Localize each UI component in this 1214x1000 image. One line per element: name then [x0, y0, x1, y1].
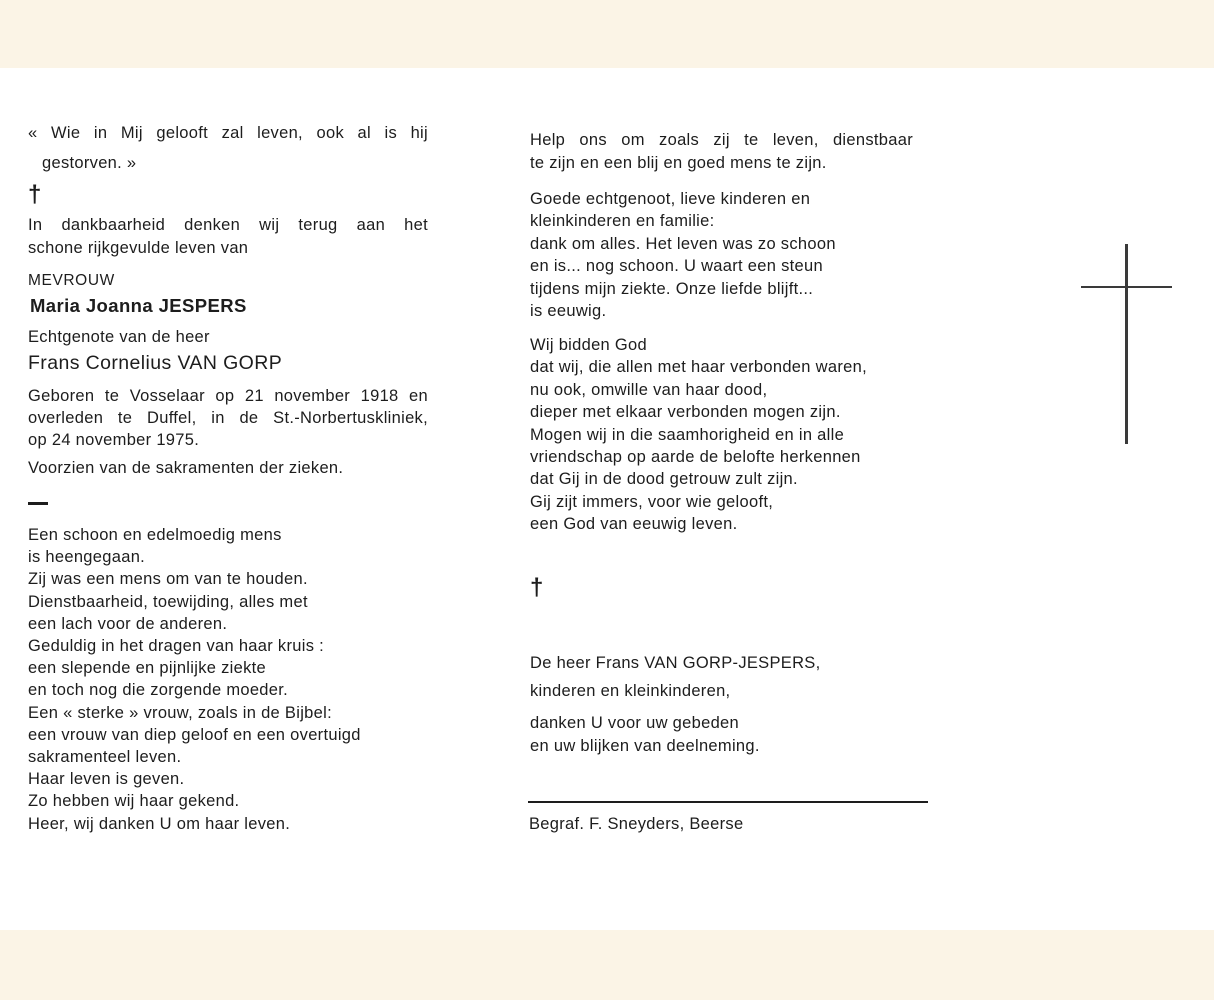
- help-line-1: Help ons om zoals zij te leven, dienstbaar: [530, 131, 913, 149]
- sacraments: Voorzien van de sakramenten der zieken.: [28, 459, 344, 477]
- poem-line: Dienstbaarheid, toewijding, alles met: [28, 592, 308, 611]
- poem-line: Zij was een mens om van te houden.: [28, 570, 308, 589]
- poem-line: is heengegaan.: [28, 548, 146, 567]
- prayer-line: Mogen wij in die saamhorigheid en in alle: [530, 425, 845, 444]
- farewell-line: en is... nog schoon. U waart een steun: [530, 257, 823, 276]
- thanks-line-2: en uw blijken van deelneming.: [530, 737, 760, 755]
- poem-line: Haar leven is geven.: [28, 770, 185, 789]
- intro-line-2: schone rijkgevulde leven van: [28, 239, 249, 257]
- birth-line-1: Geboren te Vosselaar op 21 november 1918 en: [28, 387, 428, 405]
- poem-line: en toch nog die zorgende moeder.: [28, 681, 289, 700]
- help-line-2: te zijn en een blij en goed mens te zijn.: [530, 154, 827, 172]
- prayer-line: Gij zijt immers, voor wie gelooft,: [530, 492, 774, 511]
- farewell-line: Goede echtgenoot, lieve kinderen en: [530, 190, 811, 208]
- birth-line-2: overleden te Duffel, in de St.-Norbertuskliniek,: [28, 409, 428, 427]
- intro-line-1: In dankbaarheid denken wij terug aan het: [28, 216, 428, 234]
- farewell-line: dank om alles. Het leven was zo schoon: [530, 234, 836, 253]
- poem-line: sakramenteel leven.: [28, 748, 182, 767]
- birth-line-3: op 24 november 1975.: [28, 431, 200, 449]
- poem-line: Een schoon en edelmoedig mens: [28, 526, 282, 544]
- large-cross-vertical: [1125, 244, 1128, 444]
- farewell-paragraph: [530, 188, 836, 322]
- prayer-paragraph: [530, 334, 867, 536]
- prayer-line: een God van eeuwig leven.: [530, 515, 738, 534]
- spouse-label: Echtgenote van de heer: [28, 328, 210, 346]
- poem: [28, 524, 361, 835]
- title-mevrouw: MEVROUW: [28, 272, 115, 289]
- farewell-line: is eeuwig.: [530, 302, 607, 321]
- deceased-name: Maria Joanna JESPERS: [30, 295, 247, 316]
- prayer-line: dat Gij in de dood getrouw zult zijn.: [530, 470, 798, 489]
- spouse-name: Frans Cornelius VAN GORP: [28, 352, 283, 374]
- cross-icon: †: [530, 574, 544, 601]
- prayer-line: vriendschap op aarde de belofte herkennen: [530, 448, 861, 467]
- printer-credit: Begraf. F. Sneyders, Beerse: [529, 815, 744, 833]
- farewell-line: kleinkinderen en familie:: [530, 212, 715, 231]
- prayer-line: Wij bidden God: [530, 336, 648, 354]
- prayer-line: dat wij, die allen met haar verbonden waren,: [530, 358, 867, 377]
- prayer-line: dieper met elkaar verbonden mogen zijn.: [530, 403, 841, 422]
- large-cross-horizontal: [1081, 286, 1172, 288]
- thanks-line-1: danken U voor uw gebeden: [530, 714, 740, 732]
- poem-line: een vrouw van diep geloof en een overtuigd: [28, 725, 361, 744]
- prayer-line: nu ook, omwille van haar dood,: [530, 380, 768, 399]
- family-line-2: kinderen en kleinkinderen,: [530, 682, 731, 700]
- poem-line: een lach voor de anderen.: [28, 614, 228, 633]
- poem-line: Heer, wij danken U om haar leven.: [28, 814, 291, 833]
- poem-line: Zo hebben wij haar gekend.: [28, 792, 240, 811]
- cross-icon: †: [28, 181, 42, 208]
- poem-line: Geduldig in het dragen van haar kruis :: [28, 637, 325, 656]
- printer-divider: [528, 801, 928, 803]
- quote-line-2: gestorven. »: [42, 154, 137, 172]
- memorial-card: [0, 68, 1214, 930]
- farewell-line: tijdens mijn ziekte. Onze liefde blijft...: [530, 279, 814, 298]
- family-line-1: De heer Frans VAN GORP-JESPERS,: [530, 654, 821, 672]
- separator-dash: [28, 502, 48, 505]
- quote-line-1: « Wie in Mij gelooft zal leven, ook al is hij: [28, 124, 428, 142]
- poem-line: een slepende en pijnlijke ziekte: [28, 659, 267, 678]
- poem-line: Een « sterke » vrouw, zoals in de Bijbel:: [28, 703, 332, 722]
